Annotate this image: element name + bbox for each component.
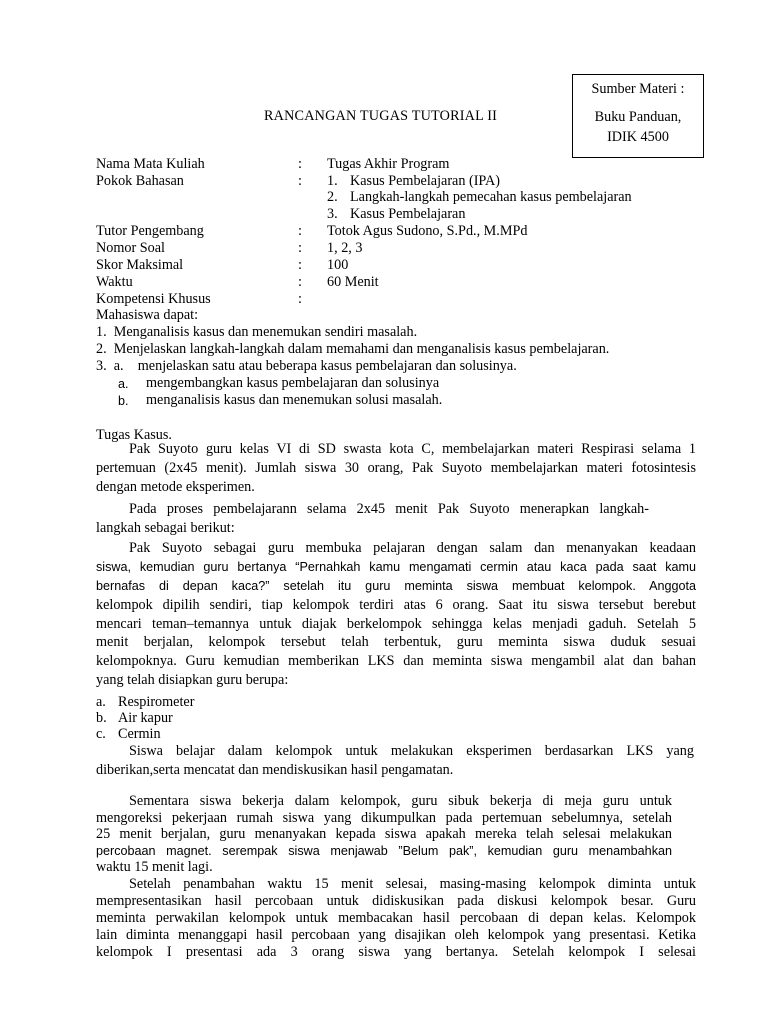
source-code: IDIK 4500 — [607, 129, 669, 145]
alat-mark: a. — [96, 694, 106, 710]
alat-item: Air kapur — [118, 710, 173, 726]
line: menit berjalan, kelompok tersebut telah terbentuk, guru meminta siswa duduk sesuai — [96, 634, 696, 651]
line: meminta perwakilan kelompok untuk membacakan hasil percobaan di depan kelas. Kelompok — [96, 910, 696, 926]
info-value: Kasus Pembelajaran — [350, 206, 466, 222]
info-value: Langkah-langkah pemecahan kasus pembelajaran — [350, 189, 632, 205]
alat-item: Respirometer — [118, 694, 195, 710]
info-label: Kompetensi Khusus — [96, 291, 211, 307]
info-colon: : — [298, 173, 302, 189]
line: langkah sebagai berikut: — [96, 519, 235, 536]
info-colon: : — [298, 223, 302, 239]
line: kelompok dipilih sendiri, tiap kelompok terdiri atas 6 orang. Saat itu siswa tersebut berebut — [96, 596, 696, 613]
line: Pada proses pembelajarann selama 2x45 menit Pak Suyoto menerapkan langkah- — [129, 501, 649, 517]
sub-item: mengembangkan kasus pembelajaran dan solusinya — [146, 375, 440, 391]
line: mengoreksi pekerjaan rumah siswa yang dikumpulkan pada pertemuan sebelumnya, setelah — [96, 809, 672, 826]
tugas-heading: Tugas Kasus. — [96, 427, 172, 443]
line: kelompok I presentasi ada 3 orang siswa yang bertanya. Setelah kelompok I selesai — [96, 944, 696, 960]
line: Siswa belajar dalam kelompok untuk melakukan eksperimen berdasarkan LKS yang — [129, 743, 694, 759]
info-label: Skor Maksimal — [96, 257, 184, 273]
line: percobaan magnet. serempak siswa menjawab ”Belum pak”, kemudian guru menambahkan — [96, 843, 672, 858]
info-value: Tugas Akhir Program — [327, 156, 450, 172]
page-title: RANCANGAN TUGAS TUTORIAL II — [264, 108, 498, 124]
alat-mark: c. — [96, 726, 106, 742]
paragraph-4 — [96, 742, 694, 780]
info-label: Pokok Bahasan — [96, 173, 184, 189]
kompetensi-item: 2. Menjelaskan langkah-langkah dalam memahami dan menganalisis kasus pembelajaran. — [96, 341, 610, 357]
source-book: Buku Panduan, — [594, 109, 682, 125]
info-colon: : — [298, 257, 302, 273]
info-value: 1, 2, 3 — [327, 240, 363, 256]
info-colon: : — [298, 274, 302, 290]
info-colon: : — [298, 291, 302, 307]
paragraph-2 — [96, 500, 649, 538]
info-label: Nama Mata Kuliah — [96, 156, 205, 172]
sub-mark: b. — [118, 394, 129, 408]
line: 25 menit berjalan, guru menanyakan kepada siswa apakah mereka telah selesai melakukan — [96, 826, 672, 842]
info-value: 100 — [327, 257, 349, 273]
info-value: 60 Menit — [327, 274, 379, 290]
source-box — [572, 74, 704, 158]
alat-item: Cermin — [118, 726, 161, 742]
kompetensi-item: 1. Menganalisis kasus dan menemukan sendiri masalah. — [96, 324, 418, 340]
line: kelompoknya. Guru kemudian memberikan LKS dan meminta siswa mengambil alat dan bahan — [96, 653, 696, 670]
line: lain diminta menanggapi hasil percobaan yang disajikan oleh kelompok yang presentasi. Ketika — [96, 927, 696, 943]
paragraph-1 — [96, 440, 696, 497]
kompetensi-item: 3. a. menjelaskan satu atau beberapa kasus pembelajaran dan solusinya. — [96, 358, 517, 374]
info-value: Totok Agus Sudono, S.Pd., M.MPd — [327, 223, 528, 239]
info-label: Nomor Soal — [96, 240, 165, 256]
paragraph-6 — [96, 876, 696, 961]
info-colon: : — [298, 156, 302, 172]
info-num: 2. — [327, 189, 338, 205]
line: mencari teman–temannya untuk diajak berkelompok sehingga kelas menjadi gaduh. Setelah 5 — [96, 615, 696, 632]
source-label: Sumber Materi : — [591, 81, 685, 97]
line: Pak Suyoto guru kelas VI di SD swasta kota C, membelajarkan materi Respirasi selama 1 — [129, 441, 696, 457]
alat-mark: b. — [96, 710, 107, 726]
line: yang telah disiapkan guru berupa: — [96, 672, 289, 689]
sub-mark: a. — [118, 377, 129, 391]
line: Pak Suyoto sebagai guru membuka pelajaran dengan salam dan menanyakan keadaan — [129, 540, 696, 556]
line: diberikan,serta mencatat dan mendiskusikan hasil pengamatan. — [96, 761, 454, 778]
info-num: 1. — [327, 173, 338, 189]
spacer — [573, 99, 703, 107]
info-label: Tutor Pengembang — [96, 223, 204, 239]
line: pertemuan (2x45 menit). Jumlah siswa 30 orang, Pak Suyoto membelajarkan materi fotosintesis — [96, 459, 696, 476]
line: Setelah penambahan waktu 15 menit selesai, masing-masing kelompok diminta untuk — [129, 876, 696, 892]
info-value: Kasus Pembelajaran (IPA) — [350, 173, 500, 189]
info-colon: : — [298, 240, 302, 256]
line: dengan metode eksperimen. — [96, 478, 255, 495]
paragraph-5 — [96, 793, 672, 876]
line: siswa, kemudian guru bertanya “Pernahkah kamu mengamati cermin atau kaca pada saat kamu — [96, 559, 696, 574]
line: Sementara siswa bekerja dalam kelompok, guru sibuk bekerja di meja guru untuk — [129, 793, 672, 809]
info-label: Waktu — [96, 274, 133, 290]
line: waktu 15 menit lagi. — [96, 859, 213, 875]
line: mempresentasikan hasil percobaan untuk didiskusikan pada diskusi kelompok besar. Guru — [96, 893, 696, 909]
sub-item: menganalisis kasus dan menemukan solusi masalah. — [146, 392, 443, 408]
mahasiswa-heading: Mahasiswa dapat: — [96, 307, 199, 323]
info-num: 3. — [327, 206, 338, 222]
line: bernafas di depan kaca?” setelah itu guru meminta siswa membuat kelompok. Anggota — [96, 578, 696, 593]
paragraph-3 — [96, 539, 696, 690]
